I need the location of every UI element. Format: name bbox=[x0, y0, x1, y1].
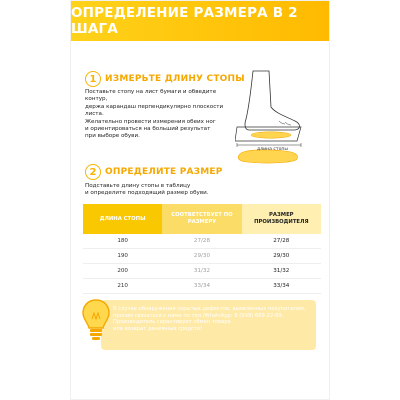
cell-manufacturer-size: 31/32 bbox=[273, 268, 290, 274]
cell-equivalent-size: 33/34 bbox=[193, 283, 211, 289]
table-row bbox=[83, 249, 321, 264]
cell-manufacturer-size: 33/34 bbox=[273, 283, 290, 289]
step2-line: Подставьте длину стопы в таблицу bbox=[85, 183, 191, 189]
step2-instructions bbox=[85, 183, 285, 198]
size-guide-sheet bbox=[70, 0, 330, 400]
step2-line: и определите подходящий размер обуви. bbox=[85, 190, 209, 197]
cell-foot-length: 180 bbox=[117, 238, 128, 244]
cell-manufacturer-size: 29/30 bbox=[273, 253, 290, 259]
cell-foot-length: 190 bbox=[117, 253, 128, 259]
warranty-notice bbox=[101, 300, 316, 350]
cell-manufacturer-size: 27/28 bbox=[273, 238, 290, 244]
foot-icon bbox=[235, 69, 303, 169]
title-banner bbox=[71, 1, 329, 41]
step1-line: Желательно провести измерения обеих ног bbox=[85, 118, 216, 125]
table-row bbox=[83, 234, 321, 249]
notice-line: или возврат денежных средств! bbox=[113, 325, 203, 332]
step1-line: и ориентироваться на больший результат bbox=[85, 126, 211, 133]
step1-line: держа карандаш перпендикулярно плоскости листа. bbox=[85, 103, 224, 118]
table-header bbox=[83, 204, 321, 234]
page-title: ОПРЕДЕЛЕНИЕ РАЗМЕРА В 2 ШАГА bbox=[71, 5, 298, 37]
cell-foot-length: 200 bbox=[117, 268, 128, 274]
table-row bbox=[83, 264, 321, 279]
step2-header bbox=[85, 164, 223, 180]
lightbulb-icon bbox=[81, 297, 111, 345]
foot-length-label: длина стопы bbox=[257, 147, 289, 152]
step1-line: Поставьте стопу на лист бумаги и обведите контур, bbox=[85, 89, 217, 103]
cell-equivalent-size: 29/30 bbox=[193, 253, 211, 259]
cell-foot-length: 210 bbox=[117, 283, 128, 289]
cell-equivalent-size: 31/32 bbox=[193, 268, 211, 274]
table-row bbox=[83, 279, 321, 294]
step1-number: 1 bbox=[85, 71, 101, 87]
header-foot-length: ДЛИНА СТОПЫ bbox=[83, 204, 162, 234]
header-manufacturer-size: РАЗМЕР ПРОИЗВОДИТЕЛЯ bbox=[242, 204, 321, 234]
step1-line: при выборе обуви. bbox=[85, 133, 140, 140]
step2-number: 2 bbox=[85, 164, 101, 180]
cell-equivalent-size: 27/28 bbox=[193, 238, 211, 244]
notice-line: просим связаться с нами по тел./WhatsApp: 8 (999) 669-22-89. bbox=[113, 312, 284, 319]
step2-title: ОПРЕДЕЛИТЕ РАЗМЕР bbox=[105, 167, 223, 177]
size-table bbox=[83, 204, 321, 294]
notice-line: Производитель гарантирует обмен товара bbox=[113, 319, 231, 326]
header-equivalent-size: СООТВЕТСТВУЕТ ПО РАЗМЕРУ bbox=[162, 204, 241, 234]
step1-instructions bbox=[85, 89, 235, 141]
step1-title: ИЗМЕРЬТЕ ДЛИНУ СТОПЫ bbox=[105, 74, 245, 84]
notice-text bbox=[113, 306, 313, 332]
notice-line: В случае обнаружения скрытых дефектов, выявленных покупателем, bbox=[113, 306, 306, 312]
step1-header bbox=[85, 71, 245, 87]
